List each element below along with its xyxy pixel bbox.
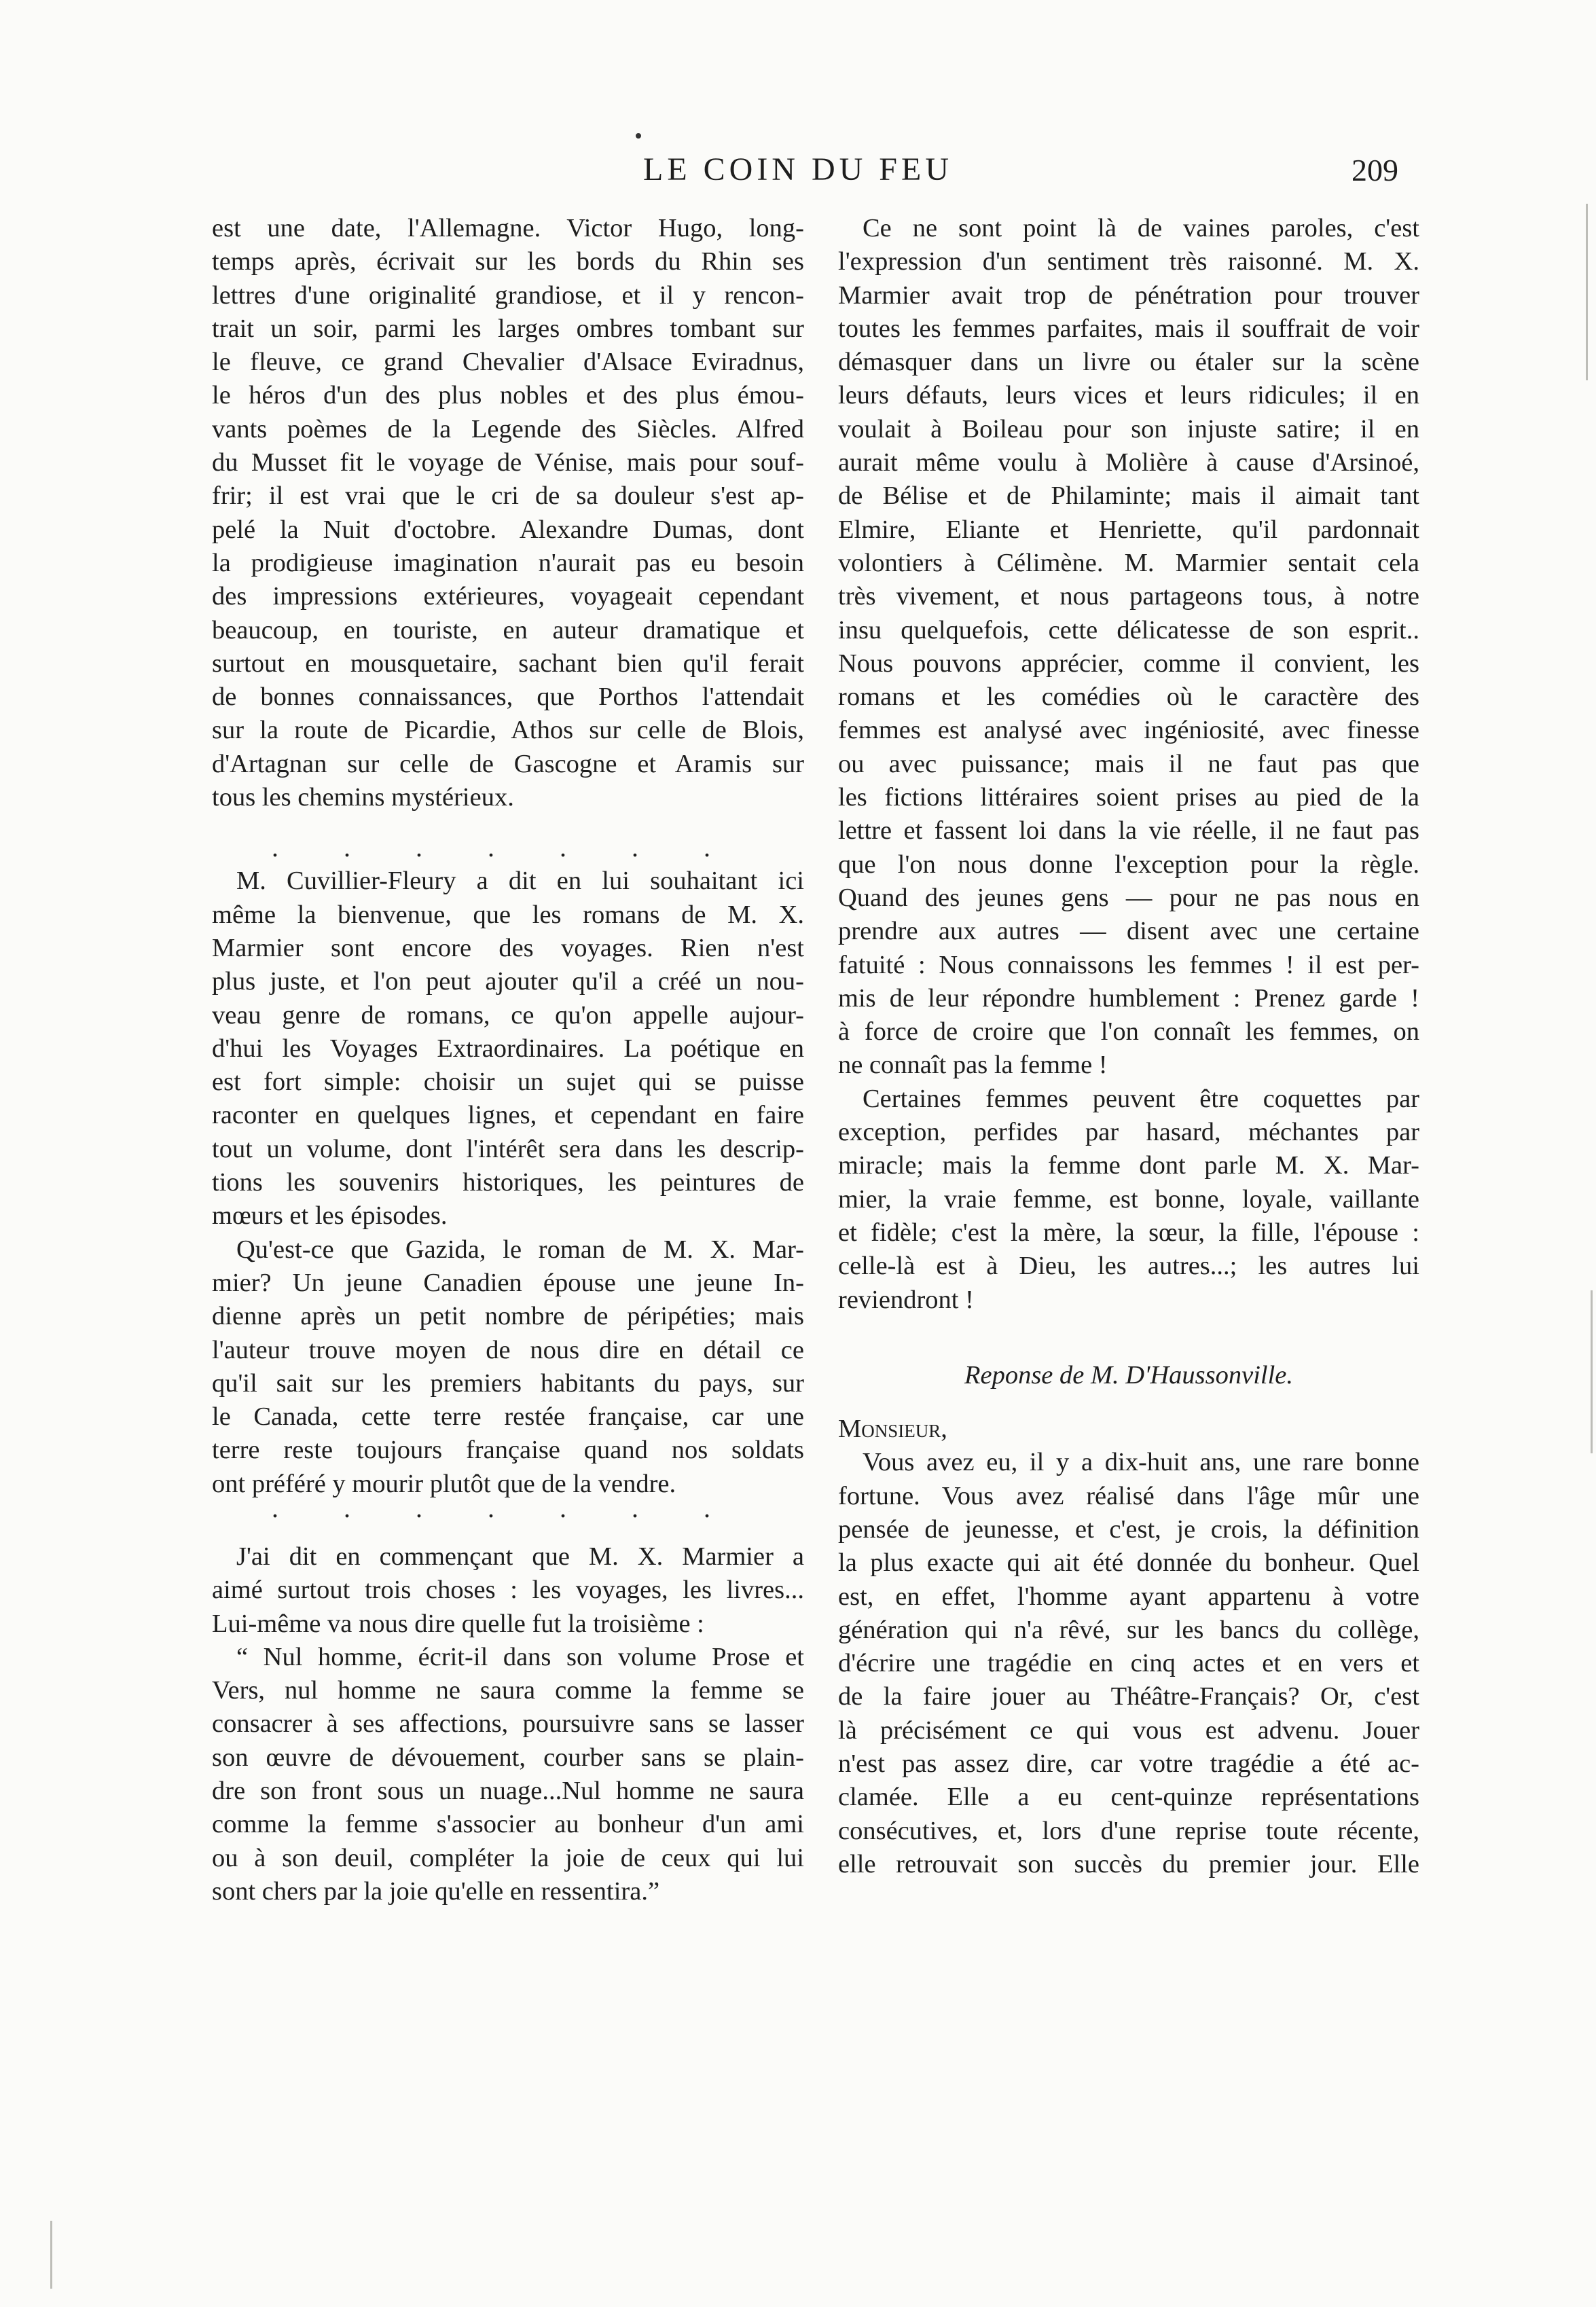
separator-dot: . [416, 832, 422, 863]
right-paragraph-2 [838, 1083, 1419, 1317]
separator-dot: . [272, 832, 278, 863]
quotation-paragraph [212, 1641, 804, 1908]
text-line: Marmier avait trop de pénétration pour trouver [838, 280, 1419, 310]
text-line: Vous avez eu, il y a dix-huit ans, une rare bonne [863, 1448, 1419, 1477]
text-line: n'est pas assez dire, car votre tragédie a été ac- [838, 1749, 1419, 1779]
text-line: tout un volume, dont l'intérêt sera dans les descrip- [212, 1134, 804, 1163]
separator-dot: . [704, 1492, 710, 1523]
text-line: raconter en quelques lignes, et cependant en faire [212, 1101, 804, 1130]
text-line: frir; il est vrai que le cri de sa douleur s'est ap- [212, 482, 804, 511]
text-line: Quand des jeunes gens — pour ne pas nous en [838, 883, 1419, 912]
ellipsis-separator [212, 1492, 804, 1525]
separator-dot: . [560, 832, 566, 863]
text-line: est, en effet, l'homme ayant appartenu à votre [838, 1582, 1419, 1611]
text-line: toutes les femmes parfaites, mais il souffrait de voir [838, 314, 1419, 343]
text-line: l'expression d'un sentiment très raisonné. M. X. [838, 247, 1419, 276]
right-paragraph-3 [838, 1446, 1419, 1881]
text-line: mier? Un jeune Canadien épouse une jeune In- [212, 1268, 804, 1297]
text-line: Nous pouvons apprécier, comme il convient, les [838, 649, 1419, 678]
text-line: miracle; mais la femme dont parle M. X. Mar- [838, 1151, 1419, 1180]
text-line: ont préféré y mourir plutôt que de la vendre. [212, 1469, 676, 1498]
separator-dot: . [704, 832, 710, 863]
text-line: prendre aux autres — disent avec une certaine [838, 917, 1419, 946]
text-line: très vivement, et nous partageons tous, à notre [838, 582, 1419, 611]
text-line: dre son front sous un nuage...Nul homme ne saura [212, 1777, 804, 1806]
text-line: reviendront ! [838, 1285, 974, 1314]
text-line: qu'il sait sur les premiers habitants du pays, sur [212, 1368, 804, 1398]
text-line: mis de leur répondre humblement : Prenez garde ! [838, 983, 1419, 1013]
left-column [212, 212, 804, 1908]
text-line: consacrer à ses affections, poursuivre sans se lasser [212, 1709, 804, 1739]
right-column [838, 212, 1419, 1881]
text-line: fortune. Vous avez réalisé dans l'âge mûr une [838, 1481, 1419, 1510]
text-line: son œuvre de dévouement, courber sans se plain- [212, 1743, 804, 1772]
text-line: est fort simple: choisir un sujet qui se puisse [212, 1068, 804, 1097]
text-line: démasquer dans un livre ou étaler sur la scène [838, 348, 1419, 377]
text-line: le Canada, cette terre restée française, car une [212, 1402, 804, 1432]
text-line: M. Cuvillier-Fleury a dit en lui souhaitant ici [236, 867, 804, 896]
text-line: romans et les comédies où le caractère des [838, 683, 1419, 712]
text-line: volontiers à Célimène. M. Marmier sentait cela [838, 548, 1419, 577]
text-line: plus juste, et l'on peut ajouter qu'il a créé un nou- [212, 967, 804, 996]
text-line: insu quelquefois, cette délicatesse de son esprit.. [838, 615, 1419, 644]
text-line: Marmier sont encore des voyages. Rien n'est [212, 933, 804, 962]
text-line: du Musset fit le voyage de Vénise, mais pour souf- [212, 448, 804, 477]
text-line: d'Artagnan sur celle de Gascogne et Aramis sur [212, 749, 804, 778]
text-line: leurs défauts, leurs vices et leurs ridicules; il en [838, 381, 1419, 410]
text-line: tions les souvenirs historiques, les peintures de [212, 1168, 804, 1197]
text-line: de bonnes connaissances, que Porthos l'attendait [212, 683, 804, 712]
scan-edge-mark [1591, 1290, 1593, 1453]
text-line: là précisément ce qui vous est advenu. Jouer [838, 1715, 1419, 1745]
left-paragraph-1 [212, 212, 804, 814]
text-line: la prodigieuse imagination n'aurait pas eu besoin [212, 548, 804, 577]
text-line: le héros d'un des plus nobles et des plus émou- [212, 381, 804, 410]
text-line: Vers, nul homme ne saura comme la femme se [212, 1676, 804, 1705]
text-line: elle retrouvait son succès du premier jour. Elle [838, 1849, 1419, 1878]
text-line: de la faire jouer au Théâtre-Français? Or, c'est [838, 1682, 1419, 1711]
text-line: aimé surtout trois choses : les voyages, les livres... [212, 1576, 804, 1605]
left-paragraph-4 [212, 1540, 804, 1641]
text-line: femmes est analysé avec ingéniosité, avec finesse [838, 716, 1419, 745]
text-line: consécutives, et, lors d'une reprise toute récente, [838, 1816, 1419, 1845]
separator-dot: . [344, 832, 350, 863]
text-line: génération qui n'a rêvé, sur les bancs du collège, [838, 1615, 1419, 1644]
text-line: Certaines femmes peuvent être coquettes par [863, 1084, 1419, 1113]
text-line: veau genre de romans, ce qu'on appelle aujour- [212, 1000, 804, 1030]
text-line: des impressions extérieures, voyageait cependant [212, 582, 804, 611]
text-line: l'auteur trouve moyen de nous dire en détail ce [212, 1335, 804, 1364]
salutation: Monsieur, [838, 1415, 947, 1444]
separator-dot: . [632, 832, 638, 863]
text-line: ne connaît pas la femme ! [838, 1051, 1108, 1080]
text-line: Elmire, Eliante et Henriette, qu'il pardonnait [838, 515, 1419, 544]
separator-dot: . [488, 832, 494, 863]
page-number: 209 [1352, 153, 1398, 187]
separator-dot: . [560, 1492, 566, 1523]
text-line: pelé la Nuit d'octobre. Alexandre Dumas, dont [212, 515, 804, 544]
text-line: dienne après un petit nombre de péripéties; mais [212, 1302, 804, 1331]
text-line: sont chers par la joie qu'elle en ressentira.” [212, 1876, 660, 1906]
scan-edge-mark [50, 2221, 52, 2289]
running-header-title: LE COIN DU FEU [643, 151, 953, 187]
text-line: celle-là est à Dieu, les autres...; les autres lui [838, 1252, 1419, 1281]
ellipsis-separator [212, 832, 804, 865]
text-line: d'écrire une tragédie en cinq actes et en vers et [838, 1649, 1419, 1678]
text-line: le fleuve, ce grand Chevalier d'Alsace Eviradnus, [212, 348, 804, 377]
ink-dot [636, 133, 641, 139]
text-line: aurait même voulu à Molière à cause d'Arsinoé, [838, 448, 1419, 477]
text-line: est une date, l'Allemagne. Victor Hugo, long- [212, 214, 804, 242]
text-line: de Bélise et de Philaminte; mais il aimait tant [838, 482, 1419, 511]
left-paragraph-3 [212, 1233, 804, 1501]
text-line: mier, la vraie femme, est bonne, loyale, vaillante [838, 1184, 1419, 1214]
text-line: beaucoup, en touriste, en auteur dramatique et [212, 615, 804, 644]
separator-dot: . [488, 1492, 494, 1523]
separator-dot: . [344, 1492, 350, 1523]
right-paragraph-1 [838, 212, 1419, 1083]
left-paragraph-2 [212, 865, 804, 1233]
text-line: que l'on nous donne l'exception pour la règle. [838, 850, 1419, 879]
text-line: surtout en mousquetaire, sachant bien qu'il ferait [212, 649, 804, 678]
scan-edge-mark [1586, 204, 1588, 380]
text-line: comme la femme s'associer au bonheur d'un ami [212, 1810, 804, 1839]
text-line: J'ai dit en commençant que M. X. Marmier a [236, 1542, 804, 1571]
text-line: même la bienvenue, que les romans de M. X. [212, 900, 804, 929]
text-line: ou à son deuil, compléter la joie de ceux qui lui [212, 1843, 804, 1872]
separator-dot: . [416, 1492, 422, 1523]
text-line: Ce ne sont point là de vaines paroles, c'est [863, 214, 1419, 242]
separator-dot: . [632, 1492, 638, 1523]
text-line: temps après, écrivait sur les bords du Rhin ses [212, 247, 804, 276]
text-line: exception, perfides par hasard, méchantes par [838, 1118, 1419, 1147]
text-line: d'hui les Voyages Extraordinaires. La poétique en [212, 1034, 804, 1063]
text-line: Qu'est-ce que Gazida, le roman de M. X. Mar- [236, 1235, 804, 1264]
text-line: mœurs et les épisodes. [212, 1201, 448, 1231]
text-line: voulait à Boileau pour son injuste satire; il en [838, 414, 1419, 443]
text-line: “ Nul homme, écrit-il dans son volume Prose et [236, 1642, 804, 1671]
text-line: clamée. Elle a eu cent-quinze représentations [838, 1783, 1419, 1812]
text-line: et fidèle; c'est la mère, la sœur, la fille, l'épouse : [838, 1218, 1419, 1247]
text-line: lettre et fassent loi dans la vie réelle, il ne faut pas [838, 816, 1419, 846]
section-heading: Reponse de M. D'Haussonville. [964, 1360, 1294, 1389]
text-line: fatuité : Nous connaissons les femmes ! il est per- [838, 950, 1419, 979]
text-line: les fictions littéraires soient prises au pied de la [838, 783, 1419, 812]
text-line: trait un soir, parmi les larges ombres tombant sur [212, 314, 804, 343]
text-line: ou avec puissance; mais il ne faut pas que [838, 749, 1419, 778]
separator-dot: . [272, 1492, 278, 1523]
text-line: vants poèmes de la Legende des Siècles. Alfred [212, 414, 804, 443]
text-line: la plus exacte qui ait été donnée du bonheur. Quel [838, 1548, 1419, 1578]
text-line: lettres d'une originalité grandiose, et il y rencon- [212, 280, 804, 310]
text-line: à force de croire que l'on connaît les femmes, on [838, 1017, 1419, 1047]
text-line: terre reste toujours française quand nos soldats [212, 1436, 804, 1465]
text-line: tous les chemins mystérieux. [212, 783, 514, 812]
text-line: Lui-même va nous dire quelle fut la troisième : [212, 1609, 704, 1638]
text-line: pensée de jeunesse, et c'est, je crois, la définition [838, 1514, 1419, 1544]
text-line: sur la route de Picardie, Athos sur celle de Blois, [212, 716, 804, 745]
